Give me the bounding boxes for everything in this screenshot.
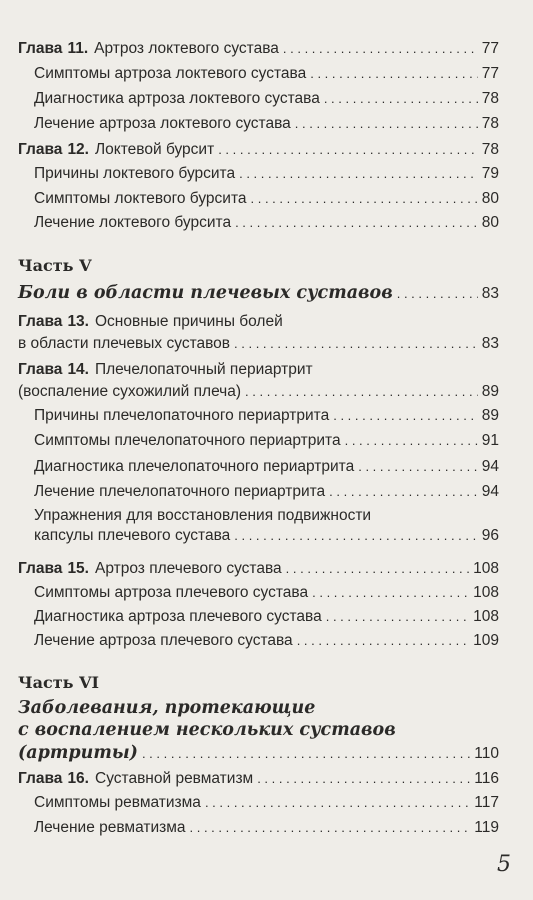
section-title: Диагностика артроза плечевого сустава (34, 608, 322, 625)
section-title: Диагностика плечелопаточного периартрита (34, 458, 355, 475)
chapter-word: Глава (18, 770, 63, 787)
section-title: Диагностика артроза локтевого сустава (34, 90, 320, 107)
section-title: Лечение ревматизма (34, 819, 186, 836)
leader-dots (324, 88, 478, 110)
toc-entry-section[interactable] (0, 188, 533, 210)
page-number: 79 (481, 165, 499, 182)
leader-dots (234, 525, 478, 547)
leader-dots (283, 38, 478, 60)
page-number: 89 (481, 383, 499, 400)
toc-entry-chapter-12[interactable] (0, 139, 533, 161)
chapter-number: 15. (67, 560, 89, 577)
page-number: 80 (481, 190, 499, 207)
chapter-number: 16. (67, 770, 89, 787)
leader-dots (142, 742, 470, 766)
toc-entry-section[interactable] (0, 817, 533, 839)
toc-entry-section[interactable] (0, 113, 533, 135)
chapter-13-first-line[interactable] (18, 311, 283, 333)
page-number: 89 (481, 407, 499, 424)
page-number: 108 (473, 608, 499, 625)
section-title: Симптомы артроза плечевого сустава (34, 584, 309, 601)
toc-entry-section[interactable] (0, 163, 533, 185)
leader-dots (358, 456, 478, 478)
leader-dots (312, 582, 469, 604)
page-number: 94 (481, 483, 499, 500)
toc-entry-chapter-11[interactable] (0, 38, 533, 60)
leader-dots (397, 282, 478, 306)
section-first-line[interactable]: Упражнения для восстановления подвижности (34, 507, 372, 524)
leader-dots (251, 188, 478, 210)
part-title-continued[interactable]: с воспалением нескольких суставов (18, 720, 396, 740)
toc-entry-section[interactable] (0, 405, 533, 427)
page-number: 77 (481, 40, 499, 57)
chapter-word: Глава (18, 313, 63, 330)
section-title: Лечение артроза локтевого сустава (34, 115, 291, 132)
leader-dots (218, 139, 478, 161)
toc-entry-part-6[interactable] (0, 741, 533, 766)
toc-entry-section[interactable] (0, 582, 533, 604)
chapter-number: 13. (67, 313, 89, 330)
chapter-title: Артроз локтевого сустава (94, 40, 279, 57)
leader-dots (329, 481, 478, 503)
chapter-title-continued: (воспаление сухожилий плеча) (18, 383, 242, 400)
section-title: Причины локтевого бурсита (34, 165, 236, 182)
section-title: Причины плечелопаточного периартрита (34, 407, 330, 424)
page-number: 119 (474, 819, 499, 836)
page-number: 108 (473, 560, 499, 577)
section-title-continued: капсулы плечевого сустава (34, 527, 231, 544)
chapter-number: 12. (67, 141, 89, 158)
leader-dots (257, 768, 470, 790)
toc-entry-section[interactable] (0, 525, 533, 547)
section-title: Симптомы артроза локтевого сустава (34, 65, 307, 82)
chapter-number: 11. (67, 40, 89, 57)
toc-entry-section[interactable] (0, 481, 533, 503)
page-number: 94 (481, 458, 499, 475)
page-number: 78 (481, 115, 499, 132)
page-number: 77 (481, 65, 499, 82)
toc-entry-section[interactable] (0, 606, 533, 628)
page-number: 83 (481, 335, 499, 352)
chapter-word: Глава (18, 40, 63, 57)
chapter-word: Глава (18, 560, 63, 577)
section-title: Симптомы плечелопаточного периартрита (34, 432, 341, 449)
toc-entry-chapter-16[interactable] (0, 768, 533, 790)
chapter-word: Глава (18, 141, 63, 158)
leader-dots (190, 817, 471, 839)
leader-dots (286, 558, 469, 580)
page-number: 80 (481, 214, 499, 231)
section-title: Лечение артроза плечевого сустава (34, 632, 293, 649)
part-title[interactable]: Заболевания, протекающие (18, 698, 316, 718)
leader-dots (234, 333, 478, 355)
chapter-14-first-line[interactable] (18, 359, 313, 381)
chapter-title: Артроз плечевого сустава (95, 560, 282, 577)
toc-entry-section[interactable] (0, 456, 533, 478)
toc-entry-section[interactable] (0, 88, 533, 110)
chapter-title-continued: в области плечевых суставов (18, 335, 231, 352)
page-number: 83 (481, 285, 499, 302)
part-label: Часть V (18, 256, 92, 275)
section-title: Симптомы локтевого бурсита (34, 190, 247, 207)
page-number: 91 (481, 432, 499, 449)
chapter-word: Глава (18, 361, 63, 378)
part-title: Боли в области плечевых суставов (18, 283, 393, 303)
chapter-number: 14. (67, 361, 89, 378)
page-number: 110 (474, 745, 499, 762)
page-number: 78 (481, 90, 499, 107)
leader-dots (245, 381, 478, 403)
page-number: 108 (473, 584, 499, 601)
part-title-continued: (артриты) (18, 743, 138, 763)
page-number: 96 (481, 527, 499, 544)
toc-entry-section[interactable] (0, 212, 533, 234)
section-title: Лечение плечелопаточного периартрита (34, 483, 326, 500)
leader-dots (345, 430, 478, 452)
part-label: Часть VI (18, 673, 99, 692)
toc-entry-section[interactable] (0, 430, 533, 452)
toc-entry-section[interactable] (0, 63, 533, 85)
toc-entry-chapter-14[interactable] (0, 381, 533, 403)
toc-entry-chapter-15[interactable] (0, 558, 533, 580)
page-number: 116 (474, 770, 499, 787)
page-number: 117 (474, 794, 499, 811)
section-title: Симптомы ревматизма (34, 794, 201, 811)
leader-dots (297, 630, 469, 652)
toc-entry-section[interactable] (0, 630, 533, 652)
leader-dots (295, 113, 478, 135)
page-number-footer: 5 (497, 852, 511, 877)
leader-dots (310, 63, 478, 85)
chapter-title: Плечелопаточный периартрит (95, 361, 313, 378)
toc-entry-section[interactable] (0, 792, 533, 814)
leader-dots (235, 212, 478, 234)
leader-dots (205, 792, 470, 814)
leader-dots (239, 163, 478, 185)
chapter-title: Основные причины болей (95, 313, 283, 330)
section-title: Лечение локтевого бурсита (34, 214, 232, 231)
chapter-title: Локтевой бурсит (95, 141, 215, 158)
chapter-title: Суставной ревматизм (95, 770, 254, 787)
leader-dots (333, 405, 478, 427)
toc-entry-part-5[interactable] (0, 281, 533, 306)
leader-dots (326, 606, 469, 628)
toc-entry-chapter-13[interactable] (0, 333, 533, 355)
page-number: 109 (473, 632, 499, 649)
page-number: 78 (481, 141, 499, 158)
